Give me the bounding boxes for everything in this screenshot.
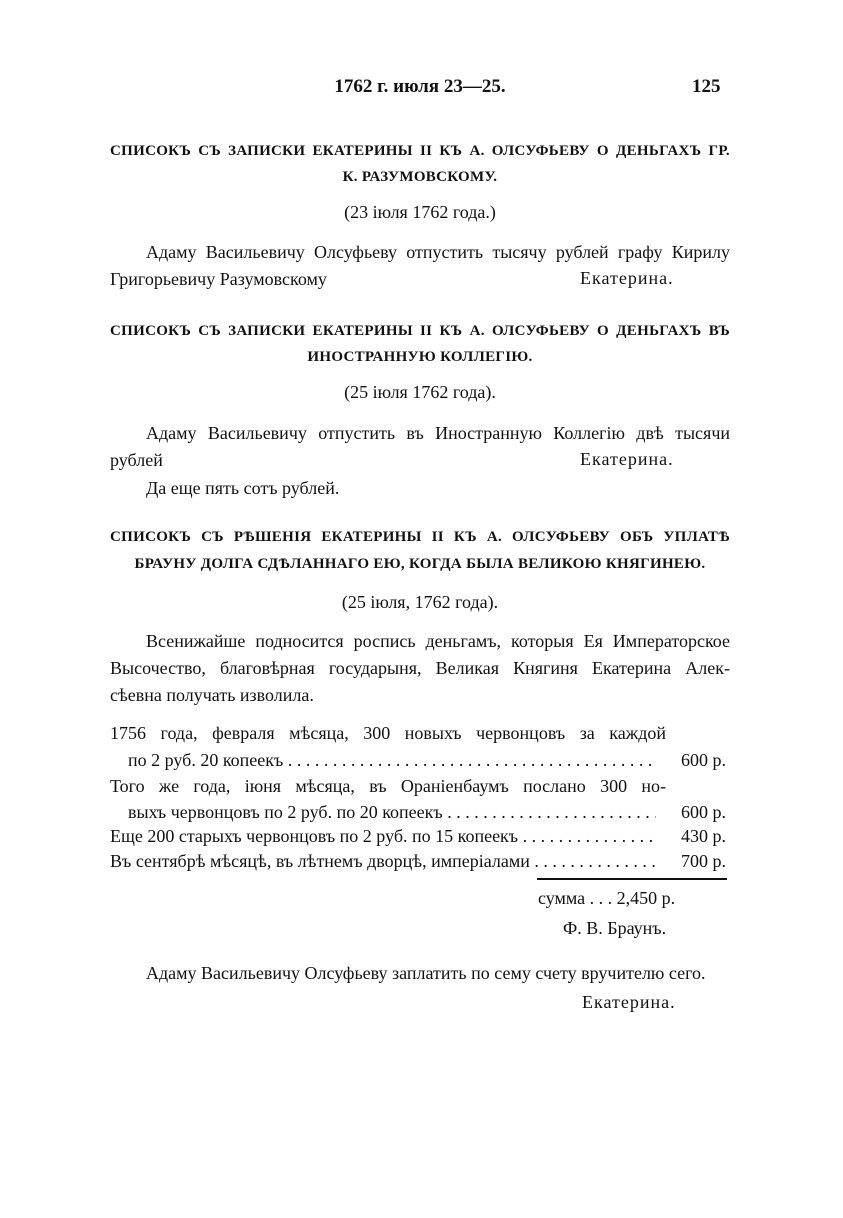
section-heading: БРАУНУ ДОЛГА СДѢЛАННАГО ЕЮ, КОГДА БЫЛА ВЕЛИКОЮ КНЯГИНЕЮ. [134, 556, 706, 572]
account-row [110, 850, 726, 872]
body-line: Григорьевичу Разумовскому [110, 269, 327, 289]
account-amount: 600 р. [681, 802, 726, 822]
section-date: (23 іюля 1762 года.) [344, 202, 496, 222]
section-date: (25 іюля, 1762 года). [341, 592, 499, 612]
account-row [128, 749, 726, 771]
signature: Екатерина. [580, 268, 674, 288]
account-amount: 430 р. [681, 826, 726, 846]
section-heading: СПИСОКЪ СЪ ЗАПИСКИ ЕКАТЕРИНЫ II КЪ А. ОЛСУФЬЕВУ О ДЕНЬГАХЪ ГР. [110, 143, 730, 159]
total-rule [537, 878, 727, 880]
section-heading: ИНОСТРАННУЮ КОЛЛЕГІЮ. [307, 349, 533, 365]
account-line: Еще 200 старыхъ червонцовъ по 2 руб. по 15 копеекъ . . . [110, 825, 656, 847]
account-line: Того же года, іюня мѣсяца, въ Ораніенбаумъ послано 300 но- [110, 776, 666, 796]
running-title: 1762 г. июля 23—25. [334, 76, 506, 97]
body-line: сѣевна получать изволила. [110, 685, 314, 705]
postscript: Да еще пять сотъ рублей. [146, 478, 340, 498]
body-line: Всенижайше подносится роспись деньгамъ, которыя Ея Императорское [146, 631, 730, 651]
body-line: Высочество, благовѣрная государыня, Великая Княгиня Екатерина Алек- [110, 658, 730, 678]
account-signature: Ф. В. Браунъ. [563, 918, 667, 938]
section-heading: К. РАЗУМОВСКОМУ. [342, 169, 498, 185]
account-amount: 600 р. [681, 750, 726, 770]
account-line: по 2 руб. 20 копеекъ . . . [128, 749, 656, 771]
account-line: 1756 года, февраля мѣсяца, 300 новыхъ червонцовъ за каждой [110, 723, 666, 743]
account-line: выхъ червонцовъ по 2 руб. по 20 копеекъ . . . [128, 801, 656, 823]
body-line: Адаму Васильевичу Олсуфьеву отпустить тысячу рублей графу Кирилу [146, 242, 730, 262]
section-heading: СПИСОКЪ СЪ РѢШЕНІЯ ЕКАТЕРИНЫ II КЪ А. ОЛСУФЬЕВУ ОБЪ УПЛАТѢ [110, 529, 730, 545]
resolution: Адаму Васильевичу Олсуфьеву заплатить по сему счету вручителю сего. [146, 963, 706, 983]
signature: Екатерина. [582, 992, 676, 1012]
signature: Екатерина. [580, 449, 674, 469]
page-number: 125 [692, 76, 721, 97]
account-total: сумма . . . 2,450 р. [538, 888, 676, 908]
account-line: Въ сентябрѣ мѣсяцѣ, въ лѣтнемъ дворцѣ, имперіалами . . . [110, 850, 656, 872]
account-row [128, 801, 726, 823]
body-line: Адаму Васильевичу отпустить въ Иностранную Коллегію двѣ тысячи [146, 423, 730, 443]
account-row [110, 825, 726, 847]
account-amount: 700 р. [681, 851, 726, 871]
body-line: рублей [110, 450, 163, 470]
section-date: (25 іюля 1762 года). [344, 382, 496, 402]
section-heading: СПИСОКЪ СЪ ЗАПИСКИ ЕКАТЕРИНЫ II КЪ А. ОЛСУФЬЕВУ О ДЕНЬГАХЪ ВЪ [110, 323, 730, 339]
